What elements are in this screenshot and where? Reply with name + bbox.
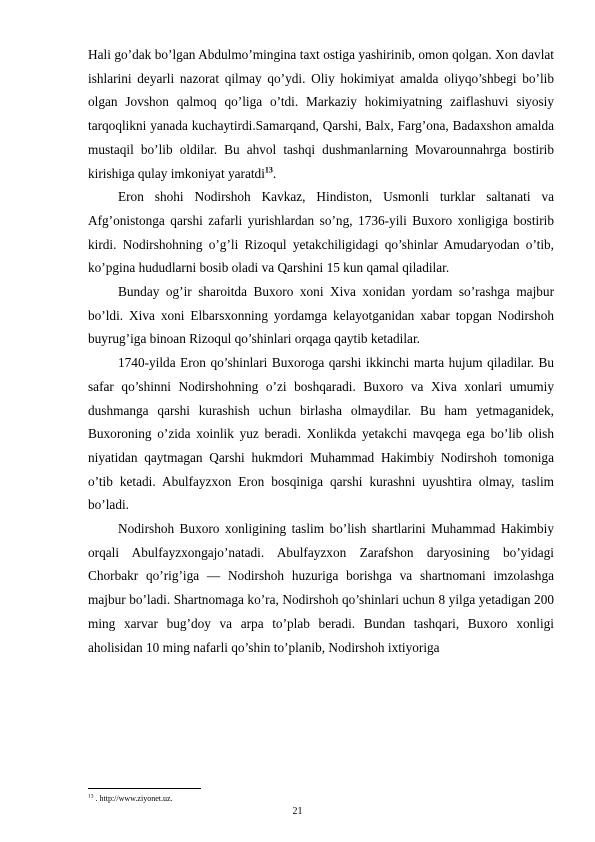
paragraph-1 [88, 43, 554, 185]
footnote-reference[interactable]: 13 [264, 165, 273, 175]
document-body [88, 43, 554, 659]
footnote-separator [88, 788, 201, 789]
paragraph-2: Eron shohi Nodirshoh Kavkaz, Hindiston, Usmonli turklar saltanati va Afg’onistonga qarshi zafarli yurishlardan so’ng, 1736-yili Buxoro xonligiga bostirib kirdi. Nodirshohning o’g’li Rizoqul yetakchiligidagi qo’shinlar Amudaryodan o’tib, ko’pgina hududlarni bosib oladi va Qarshini 15 kun qamal qiladilar. [88, 189, 554, 276]
footnote-marker: 13 [88, 793, 94, 800]
paragraph-4: 1740-yilda Eron qo’shinlari Buxoroga qarshi ikkinchi marta hujum qiladilar. Bu safar qo’shinni Nodirshohning o’zi boshqaradi. Buxoro va Xiva xonlari umumiy dushmanga qarshi kurashish uchun birlasha olmaydilar. Bu ham yetmaganidek, Buxoroning o’zida xoinlik yuz beradi. Xonlikda yetakchi mavqega ega bo’lib olish niyatidan qaytmagan Qarshi hukmdori Muhammad Hakimbiy Nodirshoh tomoniga o’tib ketadi. Abulfayzxon Eron bosqiniga qarshi kurashni uyushtira olmay, taslim bo’ladi. [88, 355, 554, 513]
footnote-text: . http://www.ziyonet.uz. [93, 794, 173, 803]
footnote [88, 794, 173, 804]
paragraph-1-text: Hali go’dak bo’lgan Abdulmo’mingina taxt ostiga yashirinib, omon qolgan. Xon davlat ishlarini deyarli nazorat qilmay qo’ydi. Oliy hokimiyat amalda oliyqo’shbegi bo’lib olgan Jovshon qalmoq qo’liga o’tdi. Markaziy hokimiyatning zaiflashuvi siyosiy tarqoqlikni yanada kuchaytirdi.Samarqand, Qarshi, Balx, Farg’ona, Badaxshon amalda mustaqil bo’lib oldilar. Bu ahvol tashqi dushmanlarning Movarounnahrga bostirib kirishiga qulay imkoniyat yaratdi [88, 47, 554, 181]
page-number: 21 [292, 806, 303, 817]
paragraph-3: Bunday og’ir sharoitda Buxoro xoni Xiva xonidan yordam so’rashga majbur bo’ldi. Xiva xoni Elbarsxonning yordamga kelayotganidan xabar topgan Nodirshoh buyrug’iga binoan Rizoqul qo’shinlari orqaga qaytib ketadilar. [88, 284, 554, 347]
paragraph-1-trailing: . [272, 165, 277, 181]
paragraph-5: Nodirshoh Buxoro xonligining taslim bo’lish shartlarini Muhammad Hakimbiy orqali Abulfayzxongajo’natadi. Abulfayzxon Zarafshon daryosining bo’yidagi Chorbakr qo’rig’iga — Nodirshoh huzuriga borishga va shartnomani imzolashga majbur bo’ladi. Shartnomaga ko’ra, Nodirshoh qo’shinlari uchun 8 yilga yetadigan 200 ming xarvar bug’doy va arpa to’plab beradi. Bundan tashqari, Buxoro xonligi aholisidan 10 ming nafarli qo’shin to’planib, Nodirshoh ixtiyoriga [88, 521, 554, 655]
